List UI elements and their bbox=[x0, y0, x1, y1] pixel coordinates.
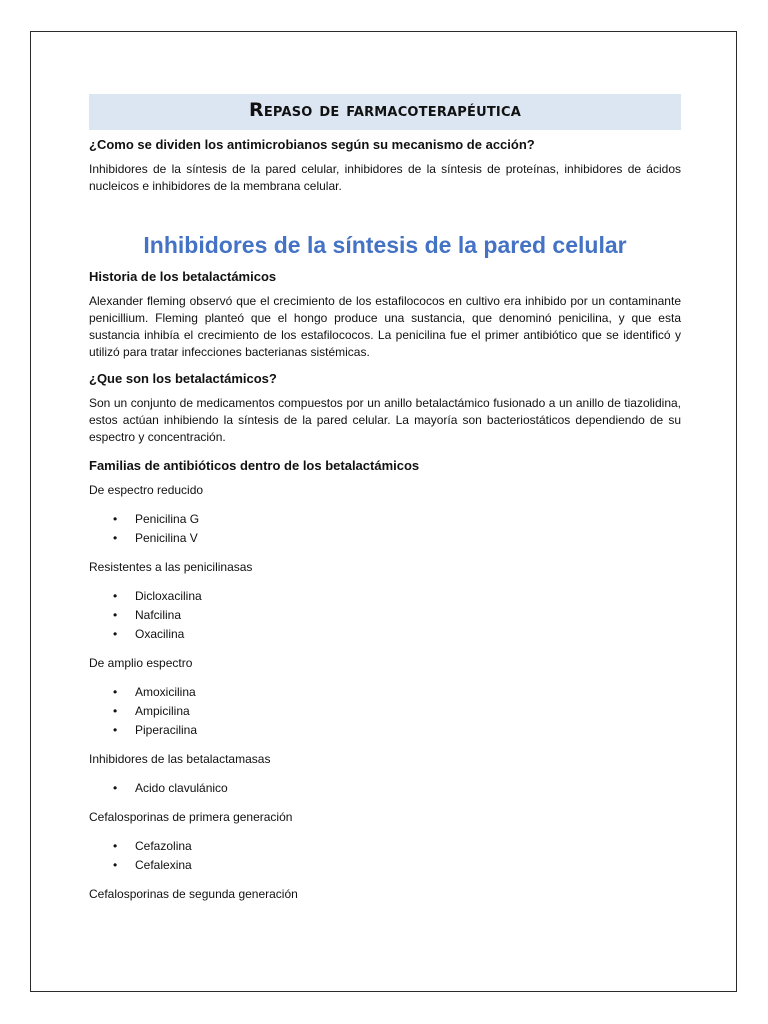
list-item-text: Penicilina V bbox=[135, 531, 198, 545]
page-content bbox=[89, 94, 681, 914]
question-heading: ¿Como se dividen los antimicrobianos según su mecanismo de acción? bbox=[89, 137, 535, 152]
bullet-list bbox=[89, 510, 681, 548]
bullet-icon: • bbox=[113, 858, 118, 872]
list-item bbox=[89, 683, 681, 702]
group-label: Inhibidores de las betalactamasas bbox=[89, 752, 271, 766]
group-label: De amplio espectro bbox=[89, 656, 193, 670]
bullet-list bbox=[89, 779, 681, 798]
bullet-icon: • bbox=[113, 608, 118, 622]
list-item bbox=[89, 856, 681, 875]
list-item-text: Dicloxacilina bbox=[135, 589, 202, 603]
list-item bbox=[89, 721, 681, 740]
banner-title: Repaso de farmacoterapéutica bbox=[249, 99, 521, 121]
list-item-text: Ampicilina bbox=[135, 704, 190, 718]
list-item bbox=[89, 510, 681, 529]
list-item bbox=[89, 625, 681, 644]
bullet-icon: • bbox=[113, 839, 118, 853]
bullet-icon: • bbox=[113, 704, 118, 718]
group-label: Cefalosporinas de segunda generación bbox=[89, 887, 298, 901]
bullet-icon: • bbox=[113, 512, 118, 526]
list-item-text: Oxacilina bbox=[135, 627, 185, 641]
list-item bbox=[89, 587, 681, 606]
group-label: Resistentes a las penicilinasas bbox=[89, 560, 253, 574]
document-page bbox=[30, 31, 737, 992]
bullet-icon: • bbox=[113, 627, 118, 641]
section-title: Inhibidores de la síntesis de la pared celular bbox=[143, 232, 627, 258]
list-item-text: Cefalexina bbox=[135, 858, 192, 872]
que-son-heading: ¿Que son los betalactámicos? bbox=[89, 371, 277, 386]
answer-paragraph: Inhibidores de la síntesis de la pared celular, inhibidores de la síntesis de proteínas, inhibidores de ácidos nucleicos e inhibidores de la membrana celular. bbox=[89, 162, 681, 193]
list-item bbox=[89, 702, 681, 721]
list-item-text: Nafcilina bbox=[135, 608, 182, 622]
bullet-icon: • bbox=[113, 589, 118, 603]
historia-paragraph: Alexander fleming observó que el crecimiento de los estafilococos en cultivo era inhibido por un contaminante penicillium. Fleming planteó que el hongo produce una sustancia, que denominó penicilina, y que esta sustancia inhibía el crecimiento de los estafilococos. La penicilina fue el primer antibiótico que se identificó y utilizó para tratar infecciones bacterianas sistémicas. bbox=[89, 294, 681, 359]
group-label: Cefalosporinas de primera generación bbox=[89, 810, 293, 824]
antibiotic-groups bbox=[89, 483, 681, 902]
bullet-list bbox=[89, 587, 681, 644]
que-son-paragraph: Son un conjunto de medicamentos compuestos por un anillo betalactámico fusionado a un anillo de tiazolidina, estos actúan inhibiendo la síntesis de la pared celular. La mayoría son bacteriostáticos dependiendo de su espectro y concentración. bbox=[89, 396, 681, 444]
bullet-list bbox=[89, 837, 681, 875]
title-banner bbox=[89, 94, 681, 130]
list-item-text: Piperacilina bbox=[135, 723, 198, 737]
list-item-text: Cefazolina bbox=[135, 839, 192, 853]
familias-heading: Familias de antibióticos dentro de los betalactámicos bbox=[89, 458, 420, 473]
group-label: De espectro reducido bbox=[89, 483, 204, 497]
bullet-icon: • bbox=[113, 723, 118, 737]
historia-heading: Historia de los betalactámicos bbox=[89, 269, 277, 284]
bullet-icon: • bbox=[113, 531, 118, 545]
list-item-text: Amoxicilina bbox=[135, 685, 196, 699]
list-item bbox=[89, 779, 681, 798]
list-item bbox=[89, 837, 681, 856]
bullet-icon: • bbox=[113, 781, 118, 795]
list-item-text: Acido clavulánico bbox=[135, 781, 228, 795]
list-item-text: Penicilina G bbox=[135, 512, 200, 526]
list-item bbox=[89, 529, 681, 548]
bullet-list bbox=[89, 683, 681, 740]
list-item bbox=[89, 606, 681, 625]
bullet-icon: • bbox=[113, 685, 118, 699]
